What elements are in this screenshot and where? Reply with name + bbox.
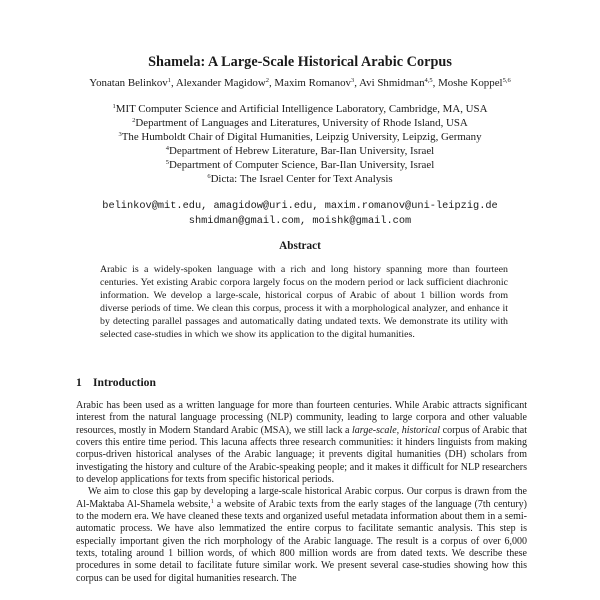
author: Maxim Romanov$^3$, [274,77,357,89]
email-block [0,199,600,228]
abstract-body [100,264,508,341]
affiliation-list [0,103,600,186]
affiliation: $^3$The Humboldt Chair of Digital Humanities, Leipzig University, Leipzig, Germany [118,130,482,143]
section-number: 1 [76,376,82,389]
affiliation: $^6$Dicta: The Israel Center for Text Analysis [207,172,393,185]
section-heading [76,376,156,389]
paragraph: We aim to close this gap by developing a large-scale historical Arabic corpus. Our corpus is drawn from the Al-Maktaba Al-Shamela website,$^1$ a website of Arabic texts from the early stages of the language (7th century) to the modern era. We have cleaned these texts and organized useful metadata information about them in a semi-automatic process. We have also lemmatized the entire corpus to facilitate semantic analysis. This step is especially important given the rich morphology of the Arabic language. The result is a corpus of over 6,000 texts, totaling around 1 billion words, of which 800 million words are from dated texts. We describe these procedures in some detail to facilitate future similar work. We present several case-studies showing how this corpus can be used for digital humanities research. The [76,486,527,584]
affiliation: $^5$Department of Computer Science, Bar-Ilan University, Israel [165,158,435,171]
author-list [0,77,600,89]
abstract-text: Arabic is a widely-spoken language with a rich and long history spanning more than fourteen centuries. Yet existing Arabic corpora largely focus on the modern period or lack sufficient diachronic information. We develop a large-scale, historical corpus of Arabic of about 1 billion words from diverse periods of time. We clean this corpus, process it with a morphological analyzer, and enhance it by detecting parallel passages and automatically dating undated texts. We demonstrate its utility with selected case-studies in which we show its application to the digital humanities. [100,264,508,340]
affiliation: $^2$Department of Languages and Literatures, University of Rhode Island, USA [132,116,468,129]
footnote-marker: 1 [210,497,214,505]
paper-title: Shamela: A Large-Scale Historical Arabic Corpus [148,54,452,70]
paragraph: Arabic has been used as a written language for more than fourteen centuries. While Arabic attracts significant interest from the natural language processing (NLP) community, leading to large corpora and other valuable resources, mostly in Modern Standard Arabic (MSA), we still lack a large-scale, historical corpus of Arabic that covers this entire time period. This lacuna affects three research communities: it hinders linguists from making corpus-driven historical analyses of the Arabic language; it prevents digital humanities (DH) scholars from investigating the history and culture of the Arabic-speaking people; and it makes it difficult for NLP researchers to develop applications for texts from specific historical periods. [76,400,527,486]
email-line: shmidman@gmail.com, moishk@gmail.com [188,214,412,227]
affiliation: $^4$Department of Hebrew Literature, Bar-Ilan University, Israel [165,144,435,157]
email-line: belinkov@mit.edu, amagidow@uri.edu, maxim.romanov@uni-leipzig.de [102,200,498,212]
author: Yonatan Belinkov$^1$, [89,77,174,89]
section-title: Introduction [93,376,156,389]
author: Avi Shmidman$^{4,5}$, [359,77,436,89]
emphasis: large-scale, historical [352,424,441,436]
author: Moshe Koppel$^{5,6}$ [438,77,511,89]
abstract-heading: Abstract [279,240,321,252]
affiliation: $^1$MIT Computer Science and Artificial Intelligence Laboratory, Cambridge, MA, USA [112,103,488,115]
author: Alexander Magidow$^2$, [175,77,272,89]
section-body [76,400,527,585]
